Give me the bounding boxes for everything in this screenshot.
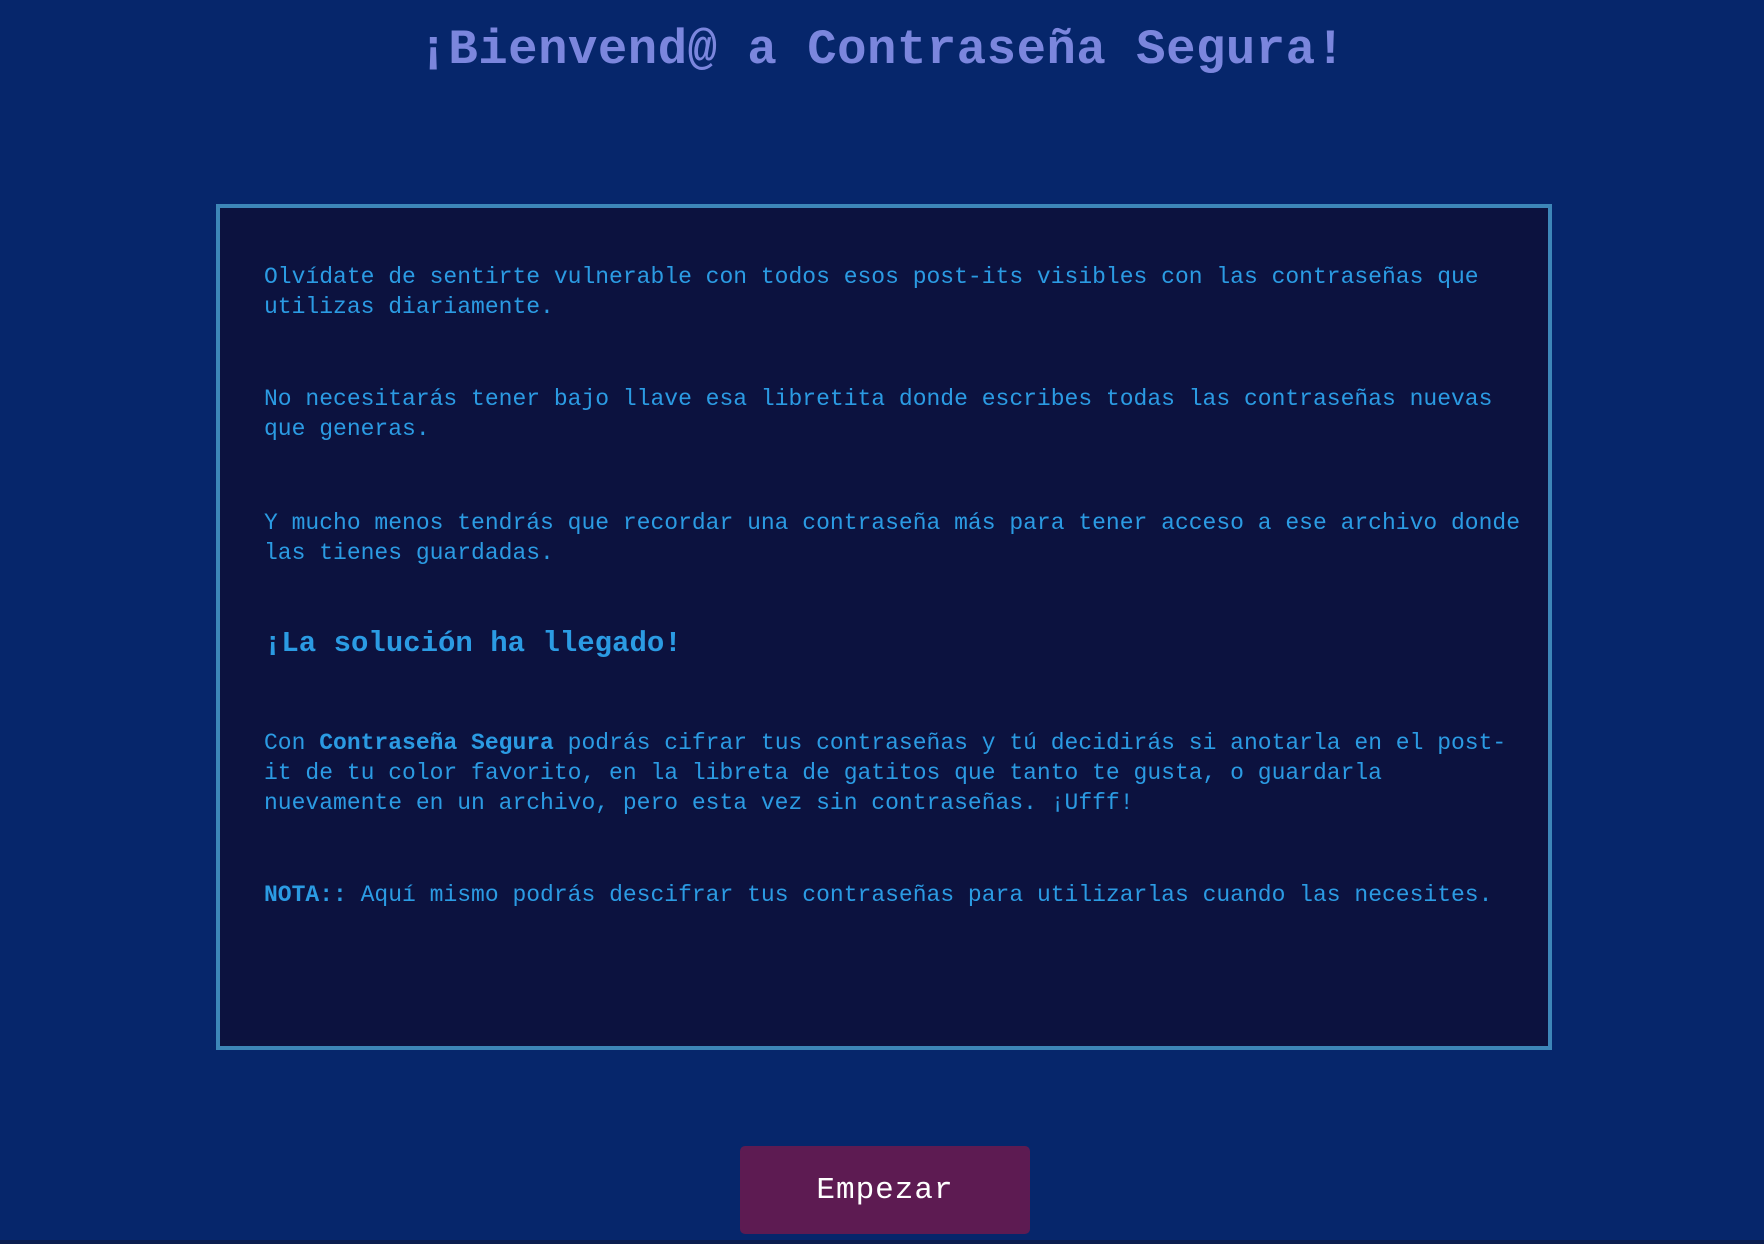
- note-text: Aquí mismo podrás descifrar tus contraseñas para utilizarlas cuando las necesites.: [346, 882, 1493, 908]
- solution-text-prefix: Con: [264, 730, 320, 756]
- solution-heading: ¡La solución ha llegado!: [264, 627, 682, 660]
- intro-paragraph-file: Y mucho menos tendrás que recordar una contraseña más para tener acceso a ese archivo donde las tienes guardadas.: [264, 510, 1521, 566]
- intro-paragraph-solution: [264, 728, 1524, 818]
- page-title: ¡Bienvend@ a Contraseña Segura!: [418, 22, 1346, 78]
- start-button[interactable]: Empezar: [740, 1146, 1030, 1234]
- note-paragraph: [264, 880, 1524, 910]
- bottom-edge-divider: [0, 1240, 1764, 1244]
- intro-paragraph-notebook: No necesitarás tener bajo llave esa libretita donde escribes todas las contraseñas nuevas que generas.: [264, 386, 1493, 442]
- intro-panel: [216, 204, 1552, 1050]
- note-label: NOTA::: [264, 882, 347, 908]
- brand-name: Contraseña Segura: [319, 730, 554, 756]
- intro-paragraph-postits: Olvídate de sentirte vulnerable con todos esos post-its visibles con las contraseñas que utilizas diariamente.: [264, 264, 1479, 320]
- solution-text-body: podrás cifrar tus contraseñas y tú decidirás si anotarla en el post-it de tu color favorito, en la libreta de gatitos que tanto te gusta, o guardarla nuevamente en un archivo, pero esta vez sin contraseñas. ¡Ufff!: [264, 730, 1507, 816]
